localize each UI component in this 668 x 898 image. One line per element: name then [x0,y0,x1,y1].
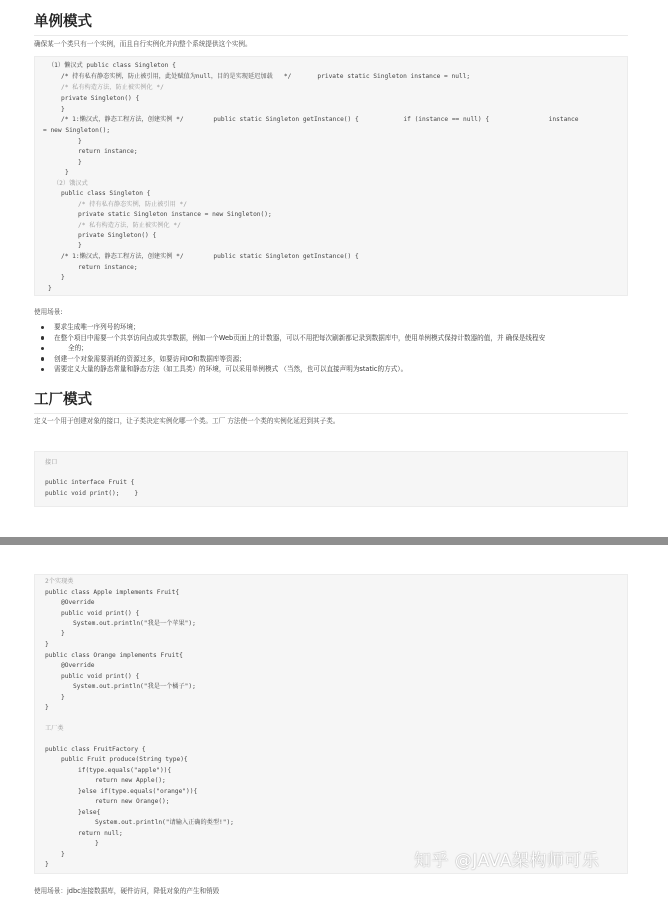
code-line: /* 私有构造方法，防止被实例化 */ [61,84,164,91]
code-line: if(type.equals("apple")){ [78,767,172,774]
code-line: public class FruitFactory { [45,746,146,753]
list-item-text: 全的； [68,344,88,353]
code-line: }else if(type.equals("orange")){ [78,788,198,795]
code-line: } [45,641,49,648]
code-line: return null; [78,830,123,837]
code-line: （2）饿汉式 [53,180,88,187]
section-title-singleton: 单例模式 [34,10,628,36]
code-line: return new Apple(); [95,777,166,784]
watermark: 知乎 @JAVA架构师可乐 [414,851,600,871]
code-line: } [45,704,49,711]
code-block-factory [34,574,628,874]
list-item: 需要定义大量的静态常量和静态方法（如工具类）的环境，可以采用单例模式 （当然，也可以直接声明为static的方式）。 [34,364,628,375]
list-item: 创建一个对象需要消耗的资源过多，如要访问IO和数据库等资源； [34,354,628,365]
code-line: /* 私有构造方法，防止被实例化 */ [78,222,181,229]
code-line: = new Singleton(); [43,127,111,134]
code-line: /* 1:懒汉式，静态工程方法，创建实例 */ public static Singleton getInstance() { if (instance == null) { instance [61,116,579,123]
code-line: return instance; [78,264,138,271]
code-line: } [78,159,82,166]
code-line: 工厂类 [45,725,64,732]
code-line: public class Orange implements Fruit{ [45,652,183,659]
singleton-description: 确保某一个类只有一个实例，而且自行实例化并向整个系统提供这个实例。 [34,40,252,48]
code-line: } [61,851,65,858]
code-line: System.out.println("请输入正确的类型!"); [95,819,234,826]
code-line: /* 1:懒汉式，静态工程方法，创建实例 */ public static Singleton getInstance() { [61,253,359,260]
section-title-factory: 工厂模式 [34,388,628,414]
factory-description: 定义一个用于创建对象的接口，让子类决定实例化哪一个类。工厂 方法使一个类的实例化延迟到其子类。 [34,417,340,425]
code-line: } [61,106,65,113]
code-block-singleton [34,56,628,296]
usage-list [34,322,628,375]
page-separator [0,537,668,545]
code-line: } [65,169,69,176]
code-line: public class Apple implements Fruit{ [45,589,180,596]
code-line: private Singleton() { [61,95,140,102]
code-line: /* 持有私有静态实例，防止被引用，此处赋值为null，目的是实现延迟加载 */ private static Singleton instance = null; [61,73,471,80]
code-line: } [78,242,82,249]
code-line: } [45,861,49,868]
code-line: } [61,694,65,701]
code-block-interface [34,451,628,507]
code-line: System.out.println("我是一个橘子"); [73,683,196,690]
usage-label: 使用场景: [34,308,63,316]
code-line: /* 持有私有静态实例，防止被引用 */ [78,201,187,208]
code-line: } [78,138,82,145]
code-line: public void print() { [61,610,140,617]
code-line: （1）懒汉式 public class Singleton { [48,62,176,69]
code-line: 2个实现类 [45,578,74,585]
code-line: public class Singleton { [61,190,151,197]
code-line: } [48,285,52,292]
factory-usage: 使用场景：jdbc连接数据库，硬件访问，降低对象的产生和销毁 [34,887,220,895]
code-line: } [95,840,99,847]
code-line: @Override [61,599,95,606]
code-line: 接口 [45,459,58,466]
code-line: } [61,274,65,281]
code-line: System.out.println("我是一个苹果"); [73,620,196,627]
code-line: private static Singleton instance = new Singleton(); [78,211,272,218]
list-item-continuation [34,343,628,354]
code-line: return instance; [78,148,138,155]
code-line: public Fruit produce(String type){ [61,756,188,763]
code-line: @Override [61,662,95,669]
code-line: }else{ [78,809,101,816]
code-line: public void print() { [61,673,140,680]
code-line: private Singleton() { [78,232,157,239]
code-line: public interface Fruit { [45,479,135,486]
list-item: 在整个项目中需要一个共享访问点或共享数据，例如一个Web页面上的计数器，可以不用把每次刷新都记录到数据库中，使用单例模式保持计数器的值，并 确保是线程安 [34,333,628,344]
code-line: public void print(); } [45,490,139,497]
code-line: } [61,630,65,637]
code-line: return new Orange(); [95,798,170,805]
list-item: 要求生成唯一序列号的环境； [34,322,628,333]
